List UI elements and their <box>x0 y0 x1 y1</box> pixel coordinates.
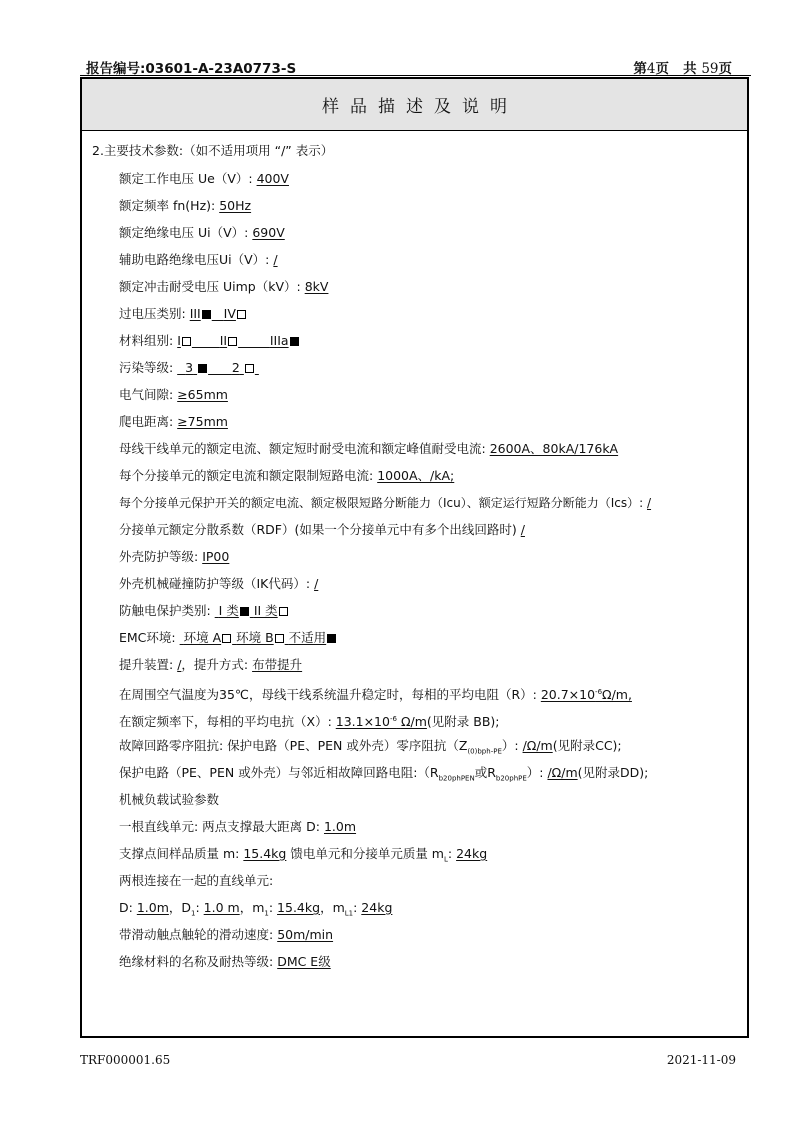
insulation-material-value: DMC E级 <box>277 954 331 969</box>
zero-seq-impedance-colon: ）: <box>501 738 523 753</box>
checkbox-empty-icon <box>222 634 231 643</box>
insulation-voltage-row <box>119 225 285 241</box>
impulse-voltage-value: 8kV <box>304 279 329 294</box>
clearance-row <box>119 387 228 403</box>
fault-loop-resistance-value: /Ω/m <box>547 765 578 780</box>
insulation-material-row <box>119 954 331 970</box>
overvoltage-category-label: 过电压类别: <box>119 306 190 321</box>
checkbox-checked-icon <box>202 310 211 319</box>
two-units-params-row <box>119 900 392 922</box>
insulation-material-label: 绝缘材料的名称及耐热等级: <box>119 954 278 969</box>
breaking-capacity-label: 每个分接单元保护开关的额定电流、额定极限短路分断能力（Icu）、额定运行短路分断能力（Ics）: <box>119 496 647 510</box>
d1-subscript: 1 <box>191 909 196 918</box>
phase-resistance-value: 20.7×10 <box>540 687 596 703</box>
tapoff-current-row <box>119 468 454 484</box>
impulse-voltage-label: 额定冲击耐受电压 Uimp（kV）: <box>119 279 305 294</box>
pollution-option-3: 3 <box>185 360 194 375</box>
lifting-device-row <box>119 657 302 673</box>
shock-option-class-ii: II 类 <box>253 603 278 618</box>
ml1-value: 24kg <box>361 900 393 915</box>
checkbox-empty-icon <box>275 634 284 643</box>
page-prefix: 第 <box>633 61 647 77</box>
fault-loop-resistance-note: (见附录DD); <box>577 765 649 780</box>
checkbox-checked-icon <box>240 607 249 616</box>
mechanical-load-heading: 机械负载试验参数 <box>119 792 220 807</box>
feeder-mass-colon: : <box>447 846 457 861</box>
rated-frequency-value: 50Hz <box>219 198 252 213</box>
sample-mass-label: 支撑点间样品质量 m: <box>119 846 244 861</box>
rdf-label: 分接单元额定分散系数（RDF）(如果一个分接单元中有多个出线回路时) <box>119 522 521 537</box>
report-number-label: 报告编号: <box>86 61 146 77</box>
zero-seq-impedance-row <box>119 738 622 760</box>
ik-rating-value: / <box>314 576 319 591</box>
d1-label: ，D <box>168 900 192 915</box>
report-number-value: 03601-A-23A0773-S <box>145 61 297 77</box>
content-frame <box>80 77 749 1038</box>
phase-reactance-value: 13.1×10 <box>335 714 390 730</box>
checkbox-empty-icon <box>228 337 237 346</box>
sliding-speed-row <box>119 927 333 943</box>
single-unit-label: 一根直线单元: 两点支撑最大距离 D: <box>119 819 324 834</box>
rated-frequency-row <box>119 198 251 214</box>
checkbox-empty-icon <box>279 607 288 616</box>
total-pages: 59 <box>701 61 719 77</box>
rated-voltage-value: 400V <box>256 171 289 186</box>
feeder-mass-subscript: L <box>443 855 448 864</box>
zero-seq-impedance-value: /Ω/m <box>522 738 553 753</box>
form-number: TRF000001.65 <box>80 1053 171 1067</box>
ml1-subscript: L1 <box>344 909 354 918</box>
creepage-row <box>119 414 228 430</box>
ml1-colon: : <box>353 900 362 915</box>
overvoltage-option-iii: III <box>189 306 201 321</box>
shock-protection-row <box>119 603 289 619</box>
ik-rating-label: 外壳机械碰撞防护等级（IK代码）: <box>119 576 315 591</box>
ml1-label: ，m <box>320 900 345 915</box>
rdf-value: / <box>520 522 525 537</box>
sliding-speed-value: 50m/min <box>277 927 334 942</box>
m1-colon: : <box>268 900 278 915</box>
ip-rating-value: IP00 <box>202 549 230 564</box>
m1-value: 15.4kg <box>277 900 321 915</box>
material-option-iiia: IIIa <box>269 333 289 348</box>
rdf-row <box>119 522 525 538</box>
checkbox-checked-icon <box>290 337 299 346</box>
tapoff-current-label: 每个分接单元的额定电流和额定限制短路电流: <box>119 468 378 483</box>
checkbox-checked-icon <box>198 364 207 373</box>
emc-option-b: 环境 B <box>236 630 274 645</box>
phase-reactance-row <box>119 711 499 730</box>
breaking-capacity-value: / <box>647 496 652 510</box>
phase-resistance-row <box>119 684 632 703</box>
lifting-device-label: 提升装置: <box>119 657 178 672</box>
phase-resistance-label: 在周围空气温度为35℃，母线干线系统温升稳定时，每相的平均电阻（R）: <box>119 687 541 703</box>
d-label: D: <box>119 900 137 915</box>
material-group-row <box>119 333 300 349</box>
overvoltage-option-iv: IV <box>223 306 236 321</box>
ip-rating-row <box>119 549 229 565</box>
lifting-method-value: 布带提升 <box>252 657 303 672</box>
two-units-heading: 两根连接在一起的直线单元: <box>119 873 274 888</box>
sliding-speed-label: 带滑动触点触轮的滑动速度: <box>119 927 278 942</box>
lifting-device-value: / <box>177 657 182 672</box>
ip-rating-label: 外壳防护等级: <box>119 549 203 564</box>
insulation-voltage-label: 额定绝缘电压 Ui（V）: <box>119 225 253 240</box>
ik-rating-row <box>119 576 318 592</box>
zero-seq-impedance-note: (见附录CC); <box>552 738 622 753</box>
m1-subscript: 1 <box>264 909 269 918</box>
aux-insulation-voltage-row <box>119 252 278 268</box>
checkbox-empty-icon <box>237 310 246 319</box>
single-unit-row <box>119 819 356 835</box>
phase-reactance-label: 在额定频率下，每相的平均电抗（X）: <box>119 714 336 730</box>
pollution-degree-row <box>119 360 259 376</box>
header-rule <box>80 75 751 76</box>
page-suffix: 页 <box>655 61 669 77</box>
breaking-capacity-row <box>119 495 651 511</box>
total-prefix: 共 <box>683 61 697 77</box>
fault-loop-subscript-pen: b20phPEN <box>438 774 475 783</box>
fault-loop-resistance-label: 保护电路（PE、PEN 或外壳）与邻近相故障回路电阻:（R <box>119 765 439 780</box>
rated-voltage-label: 额定工作电压 Ue（V）: <box>119 171 257 186</box>
params-heading: 2.主要技术参数:（如不适用项用 “/” 表示） <box>92 143 334 158</box>
form-date: 2021-11-09 <box>666 1053 736 1067</box>
page-number: 4 <box>646 61 656 77</box>
busbar-current-row <box>119 441 618 457</box>
checkbox-empty-icon <box>245 364 254 373</box>
clearance-value: ≥65mm <box>177 387 228 402</box>
phase-resistance-unit: Ω/m, <box>602 687 632 703</box>
aux-insulation-voltage-value: / <box>273 252 278 267</box>
feeder-mass-value: 24kg <box>456 846 488 861</box>
rated-voltage-row <box>119 171 289 187</box>
fault-loop-or: 或R <box>474 765 496 780</box>
checkbox-checked-icon <box>327 634 336 643</box>
emc-option-na: 不适用 <box>288 630 327 645</box>
phase-reactance-note: (见附录 BB); <box>426 714 500 730</box>
pollution-degree-label: 污染等级: <box>119 360 178 375</box>
sample-mass-row <box>119 846 487 868</box>
phase-resistance-exponent: -6 <box>595 688 603 696</box>
single-unit-distance-value: 1.0m <box>323 819 357 834</box>
d1-value: 1.0 m <box>203 900 240 915</box>
material-group-label: 材料组别: <box>119 333 178 348</box>
creepage-value: ≥75mm <box>177 414 228 429</box>
shock-protection-label: 防触电保护类别: <box>119 603 215 618</box>
feeder-mass-label: 馈电单元和分接单元质量 m <box>286 846 444 861</box>
fault-loop-colon: ）: <box>526 765 548 780</box>
phase-reactance-unit: Ω/m <box>400 714 427 730</box>
zero-seq-impedance-subscript: (0)bph-PE <box>467 747 502 756</box>
overvoltage-category-row <box>119 306 247 322</box>
aux-insulation-voltage-label: 辅助电路绝缘电压Ui（V）: <box>119 252 274 267</box>
material-option-ii: II <box>219 333 228 348</box>
clearance-label: 电气间隙: <box>119 387 178 402</box>
d1-colon: : <box>195 900 204 915</box>
rated-frequency-label: 额定频率 fn(Hz): <box>119 198 220 213</box>
lifting-method-label: ，提升方式: <box>181 657 253 672</box>
page-indicator <box>633 57 732 77</box>
tapoff-current-value: 1000A、/kA; <box>377 468 455 483</box>
insulation-voltage-value: 690V <box>252 225 285 240</box>
checkbox-empty-icon <box>182 337 191 346</box>
emc-environment-row <box>119 630 337 646</box>
pollution-option-2: 2 <box>231 360 240 375</box>
zero-seq-impedance-label: 故障回路零序阻抗: 保护电路（PE、PEN 或外壳）零序阻抗（Z <box>119 738 468 753</box>
creepage-label: 爬电距离: <box>119 414 178 429</box>
fault-loop-resistance-row <box>119 765 648 787</box>
total-suffix: 页 <box>718 61 732 77</box>
fault-loop-subscript-pe: b20phPE <box>495 774 527 783</box>
impulse-voltage-row <box>119 279 328 295</box>
sample-mass-value: 15.4kg <box>243 846 287 861</box>
busbar-current-label: 母线干线单元的额定电流、额定短时耐受电流和额定峰值耐受电流: <box>119 441 490 456</box>
emc-environment-label: EMC环境: <box>119 630 180 645</box>
shock-option-class-i: I 类 <box>218 603 239 618</box>
m1-label: ，m <box>239 900 265 915</box>
section-title: 样品描述及说明 <box>82 79 747 131</box>
report-number <box>86 57 296 77</box>
d-value: 1.0m <box>136 900 169 915</box>
material-option-i: I <box>177 333 181 348</box>
phase-reactance-exponent: -6 <box>389 715 397 723</box>
busbar-current-value: 2600A、80kA/176kA <box>489 441 619 456</box>
emc-option-a: 环境 A <box>183 630 222 645</box>
